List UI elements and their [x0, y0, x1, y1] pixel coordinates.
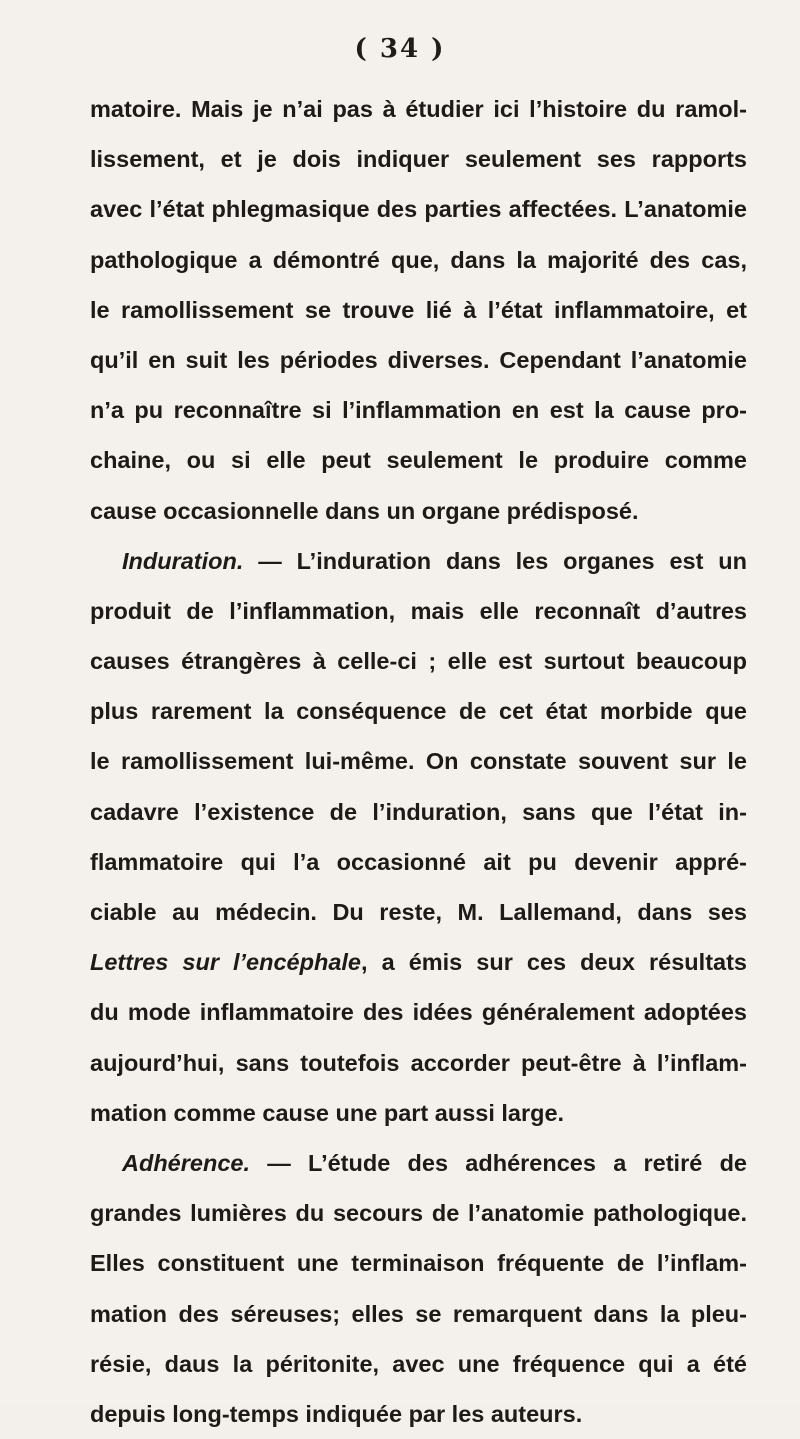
text-line	[90, 536, 747, 586]
text-line: causes étrangères à celle-ci ; elle est surtout beaucoup	[90, 648, 747, 675]
text-line: le ramollissement se trouve lié à l’état inflammatoire, et	[90, 296, 747, 323]
section-heading-adherence: Adhérence.	[122, 1149, 250, 1176]
text-line: ciable au médecin. Du reste, M. Lallemand, dans ses	[90, 899, 747, 925]
text-line: résie, daus la péritonite, avec une fréquence qui a été	[90, 1350, 747, 1377]
text-line: chaine, ou si elle peut seulement le produire comme	[90, 447, 747, 474]
text-line: Elles constituent une terminaison fréquente de l’inflam-	[90, 1250, 747, 1277]
section-heading-induration: Induration.	[122, 547, 244, 574]
text-line: produit de l’inflammation, mais elle reconnaît d’autres	[90, 597, 747, 624]
line-text: — L’étude des adhérences a retiré de	[250, 1149, 747, 1176]
paragraph-induration	[90, 536, 747, 1138]
text-line: grandes lumières du secours de l’anatomie pathologique.	[90, 1200, 747, 1227]
line-text: — L’induration dans les organes est un	[243, 547, 747, 574]
text-line: qu’il en suit les périodes diverses. Cependant l’anatomie	[90, 346, 747, 373]
text-line: pathologique a démontré que, dans la majorité des cas,	[90, 246, 747, 273]
text-line: avec l’état phlegmasique des parties affectées. L’anatomie	[90, 196, 747, 223]
book-title-italic: Lettres sur l’encéphale	[90, 949, 362, 976]
text-line: mation comme cause une part aussi large.	[90, 1099, 565, 1126]
text-line	[90, 1138, 747, 1188]
text-line: du mode inflammatoire des idées généralement adoptées	[90, 999, 747, 1026]
paragraph-adherence	[90, 1138, 747, 1439]
text-line: le ramollissement lui-même. On constate souvent sur le	[90, 748, 747, 775]
text-line: matoire. Mais je n’ai pas à étudier ici l’histoire du ramol-	[90, 96, 747, 122]
text-line	[90, 937, 747, 987]
text-line: cause occasionnelle dans un organe prédisposé.	[90, 497, 639, 524]
text-line: plus rarement la conséquence de cet état morbide que	[90, 698, 747, 725]
text-line: n’a pu reconnaître si l’inflammation en est la cause pro-	[90, 397, 747, 424]
body-text	[90, 84, 747, 1439]
line-text: , a émis sur ces deux résultats	[361, 949, 747, 976]
text-line: depuis long-temps indiquée par les auteurs.	[90, 1400, 583, 1427]
paragraph-ramollissement	[90, 84, 747, 536]
page-number: ( 34 )	[354, 34, 446, 64]
text-line: cadavre l’existence de l’induration, sans que l’état in-	[90, 798, 747, 825]
text-line: aujourd’hui, sans toutefois accorder peut-être à l’inflam-	[90, 1049, 747, 1076]
text-line: lissement, et je dois indiquer seulement ses rapports	[90, 146, 747, 173]
text-line: mation des séreuses; elles se remarquent dans la pleu-	[90, 1300, 747, 1327]
text-line: flammatoire qui l’a occasionné ait pu devenir appré-	[90, 848, 747, 875]
